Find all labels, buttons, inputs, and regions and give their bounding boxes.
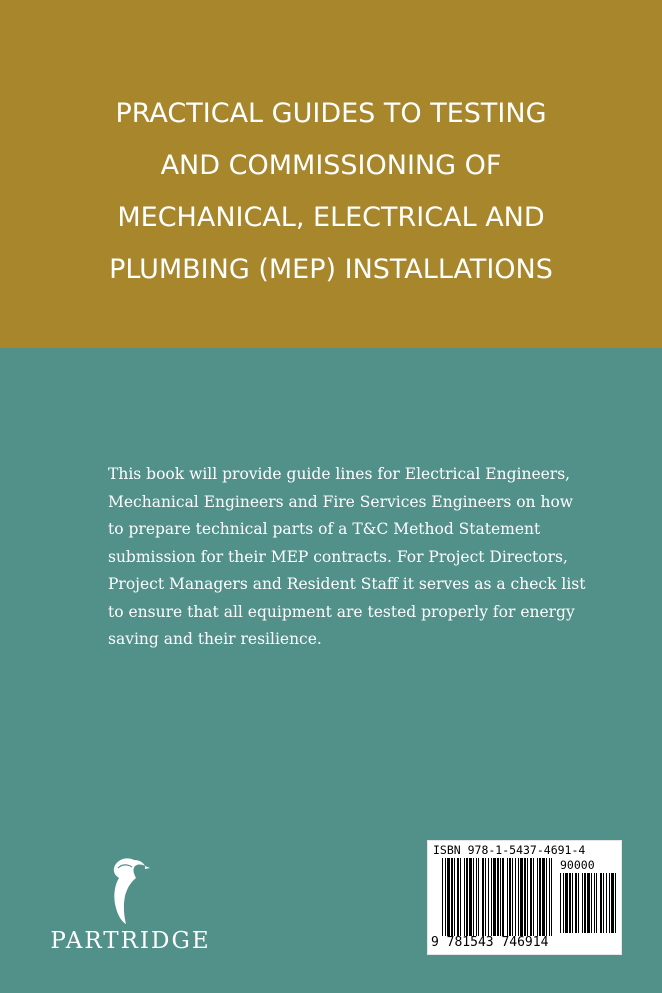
barcode-bar	[466, 858, 468, 936]
barcode-bar	[569, 873, 571, 933]
barcode-bar	[551, 858, 552, 936]
barcode-bar	[563, 873, 564, 933]
barcode-bar	[512, 858, 513, 936]
barcode-bar	[520, 858, 523, 936]
barcode-bar	[491, 858, 492, 936]
barcode-bar	[497, 858, 499, 936]
barcode-bar	[488, 858, 489, 936]
barcode-bar	[476, 858, 477, 936]
barcode-bar	[615, 873, 616, 933]
barcode-bar	[582, 873, 583, 933]
barcode-bar	[575, 873, 577, 933]
barcode-bar	[546, 858, 547, 936]
barcode-bar	[587, 873, 590, 933]
barcode-bar	[445, 858, 446, 936]
barcode-bar	[578, 873, 579, 933]
description-line: This book will provide guide lines for Electrical Engineers,	[108, 465, 571, 483]
title-band	[0, 0, 662, 348]
barcode-bar	[451, 858, 453, 936]
barcode-bar	[591, 873, 592, 933]
publisher-name: PARTRIDGE	[50, 928, 211, 954]
barcode-bar	[611, 873, 614, 933]
barcode-bar	[507, 858, 508, 936]
barcode-bar	[478, 858, 479, 936]
barcode-bar	[464, 858, 465, 936]
description-line: Project Managers and Resident Staff it serves as a check list	[108, 575, 586, 593]
barcode-bar	[572, 873, 573, 933]
barcode-bar	[482, 858, 484, 936]
barcode-bar	[460, 858, 461, 936]
barcode-bar	[539, 858, 541, 936]
barcode-bar	[584, 873, 586, 933]
barcode-bar	[442, 858, 443, 936]
isbn-label: ISBN 978-1-5437-4691-4	[433, 843, 586, 857]
barcode-bar	[560, 873, 561, 933]
barcode-bar	[530, 858, 532, 936]
barcode-bar	[485, 858, 486, 936]
barcode-bar	[600, 873, 602, 933]
barcode-bar	[454, 858, 455, 936]
barcode-bar	[609, 873, 610, 933]
barcode-bar	[565, 873, 568, 933]
barcode-bar	[606, 873, 607, 933]
barcode-bar	[515, 858, 516, 936]
book-description	[108, 461, 586, 654]
barcode-bar	[527, 858, 528, 936]
barcode-bars	[442, 858, 554, 936]
barcode-bar	[603, 873, 604, 933]
title-line: PRACTICAL GUIDES TO TESTING	[115, 98, 547, 129]
barcode-bar	[594, 873, 595, 933]
barcode-bar	[469, 858, 472, 936]
barcode-bar	[524, 858, 526, 936]
isbn-barcode	[427, 840, 622, 955]
description-line: to ensure that all equipment are tested properly for energy	[108, 602, 575, 621]
barcode-bar	[447, 858, 450, 936]
partridge-bird-icon	[104, 854, 150, 926]
description-line: Mechanical Engineers and Fire Services Engineers on how	[108, 492, 574, 511]
barcode-bar	[596, 873, 597, 933]
barcode-bar	[457, 858, 459, 936]
barcode-bar	[542, 858, 545, 936]
barcode-bar	[549, 858, 550, 936]
publisher-logo	[38, 850, 223, 960]
barcode-bar	[509, 858, 511, 936]
barcode-bar	[533, 858, 534, 936]
title-line: AND COMMISSIONING OF	[160, 150, 502, 181]
barcode-bar	[473, 858, 474, 936]
barcode-addon-code: 90000	[560, 858, 595, 872]
title-line: PLUMBING (MEP) INSTALLATIONS	[109, 254, 553, 285]
barcode-bar	[537, 858, 538, 936]
description-line: submission for their MEP contracts. For Project Directors,	[108, 547, 568, 566]
barcode-bar	[502, 858, 504, 936]
barcode-digits: 9 781543 746914	[431, 935, 549, 950]
title-line: MECHANICAL, ELECTRICAL AND	[117, 202, 545, 233]
barcode-addon-bars	[560, 873, 616, 933]
barcode-bar	[518, 858, 519, 936]
barcode-bar	[500, 858, 501, 936]
barcode-bar	[493, 858, 496, 936]
book-title	[0, 88, 662, 296]
description-line: to prepare technical parts of a T&C Method Statement	[108, 520, 541, 538]
description-line: saving and their resilience.	[108, 630, 322, 648]
